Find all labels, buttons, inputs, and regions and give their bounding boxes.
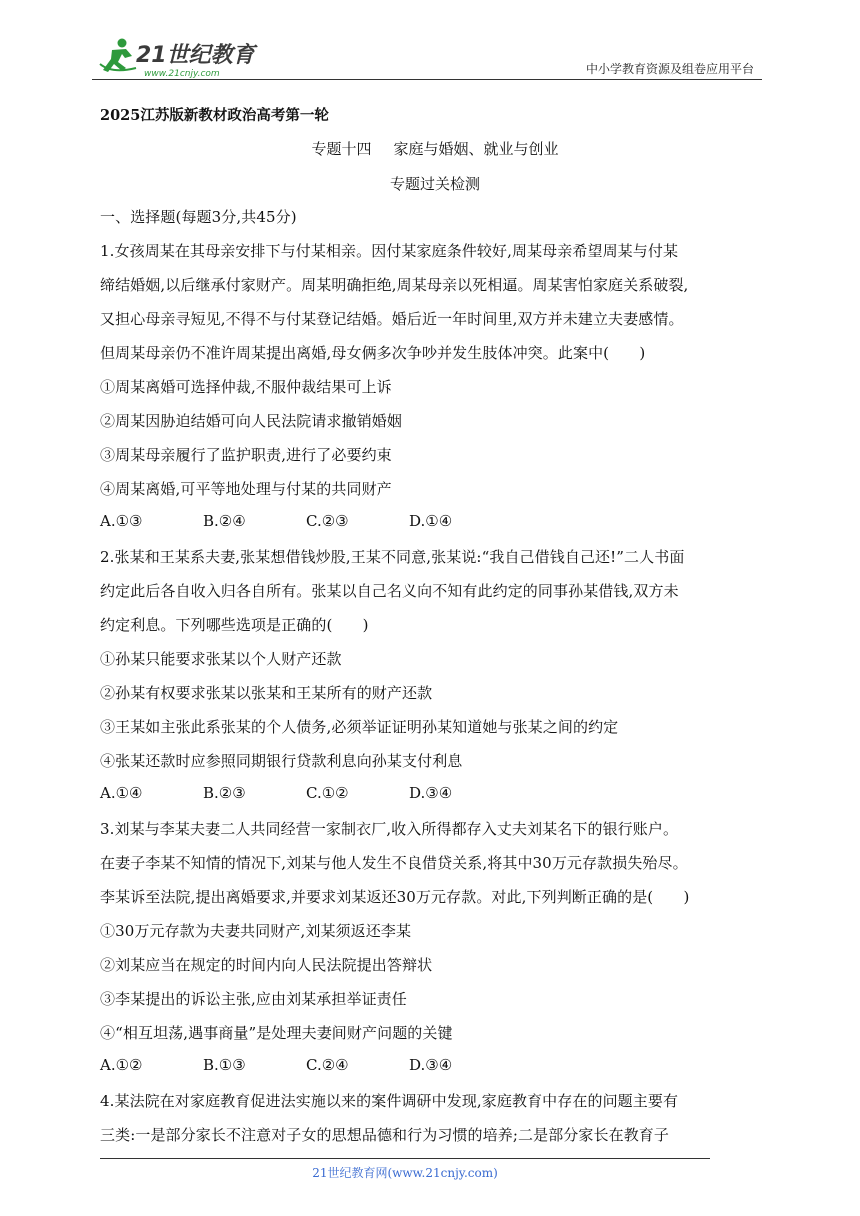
question-3-option: ②刘某应当在规定的时间内向人民法院提出答辩状 [100,956,433,974]
document-title: 2025江苏版新教材政治高考第一轮 [100,107,329,124]
choice-b: B.②④ [203,512,246,530]
platform-name: 中小学教育资源及组卷应用平台 [585,62,754,76]
question-2-option: ①孙某只能要求张某以个人财产还款 [100,650,342,668]
choice-b: B.①③ [203,1056,246,1074]
question-1-stem-line: 但周某母亲仍不准许周某提出离婚,母女俩多次争吵并发生肢体冲突。此案中( ) [100,344,646,362]
choice-c: C.②④ [306,1056,349,1074]
question-1-option: ②周某因胁迫结婚可向人民法院请求撤销婚姻 [100,412,403,430]
question-2-stem-line: 2.张某和王某系夫妻,张某想借钱炒股,王某不同意,张某说:“我自己借钱自己还!”二人书面 [100,548,685,566]
question-3-stem-line: 在妻子李某不知情的情况下,刘某与他人发生不良借贷关系,将其中30万元存款损失殆尽。 [100,854,688,872]
header-divider [92,79,762,80]
question-3-option: ③李某提出的诉讼主张,应由刘某承担举证责任 [100,990,407,1008]
choice-c: C.②③ [306,512,349,530]
topic-number: 专题十四 [311,140,372,158]
choice-b: B.②③ [203,784,246,802]
question-2-option: ③王某如主张此系张某的个人债务,必须举证证明孙某知道她与张某之间的约定 [100,718,619,736]
choice-d: D.③④ [409,784,453,802]
footer-link[interactable]: 21世纪教育网(www.21cnjy.com) [312,1166,498,1180]
topic-name: 家庭与婚姻、就业与创业 [393,140,559,158]
logo-url: www.21cnjy.com [144,69,220,79]
question-3-choices [100,1056,512,1074]
brand-logo[interactable] [92,34,262,80]
question-2-option: ②孙某有权要求张某以张某和王某所有的财产还款 [100,684,433,702]
question-4-stem-line: 三类:一是部分家长不注意对子女的思想品德和行为习惯的培养;二是部分家长在教育子 [100,1126,670,1144]
subtopic-heading: 专题过关检测 [389,175,480,193]
question-1-stem-line: 又担心母亲寻短见,不得不与付某登记结婚。婚后近一年时间里,双方并未建立夫妻感情。 [100,310,684,328]
question-2-option: ④张某还款时应参照同期银行贷款利息向孙某支付利息 [100,752,463,770]
question-2-stem-line: 约定利息。下列哪些选项是正确的( ) [100,616,369,634]
runner-logo-icon [92,34,262,80]
choice-c: C.①② [306,784,349,802]
question-1-stem-line: 1.女孩周某在其母亲安排下与付某相亲。因付某家庭条件较好,周某母亲希望周某与付某 [100,242,679,260]
question-1-choices [100,512,512,530]
choice-d: D.③④ [409,1056,453,1074]
question-1-option: ③周某母亲履行了监护职责,进行了必要约束 [100,446,392,464]
question-4-stem-line: 4.某法院在对家庭教育促进法实施以来的案件调研中发现,家庭教育中存在的问题主要有 [100,1092,679,1110]
choice-a: A.①② [100,1056,143,1074]
topic-heading [100,138,770,159]
question-3-stem-line: 李某诉至法院,提出离婚要求,并要求刘某返还30万元存款。对此,下列判断正确的是( ) [100,888,690,906]
question-2-stem-line: 约定此后各自收入归各自所有。张某以自己名义向不知有此约定的同事孙某借钱,双方未 [100,582,679,600]
question-2-choices [100,784,512,802]
footer-divider [100,1158,710,1159]
choice-d: D.①④ [409,512,453,530]
page-header [92,34,762,80]
question-1-stem-line: 缔结婚姻,以后继承付家财产。周某明确拒绝,周某母亲以死相逼。周某害怕家庭关系破裂, [100,276,689,294]
question-3-option: ④“相互坦荡,遇事商量”是处理夫妻间财产问题的关键 [100,1024,453,1042]
question-3-option: ①30万元存款为夫妻共同财产,刘某须返还李某 [100,922,412,940]
logo-wordmark: 21世纪教育 [136,43,255,68]
question-1-option: ①周某离婚可选择仲裁,不服仲裁结果可上诉 [100,378,392,396]
section-heading: 一、选择题(每题3分,共45分) [100,208,297,226]
question-1-option: ④周某离婚,可平等地处理与付某的共同财产 [100,480,392,498]
choice-a: A.①③ [100,512,143,530]
choice-a: A.①④ [100,784,143,802]
question-3-stem-line: 3.刘某与李某夫妻二人共同经营一家制衣厂,收入所得都存入丈夫刘某名下的银行账户。 [100,820,679,838]
